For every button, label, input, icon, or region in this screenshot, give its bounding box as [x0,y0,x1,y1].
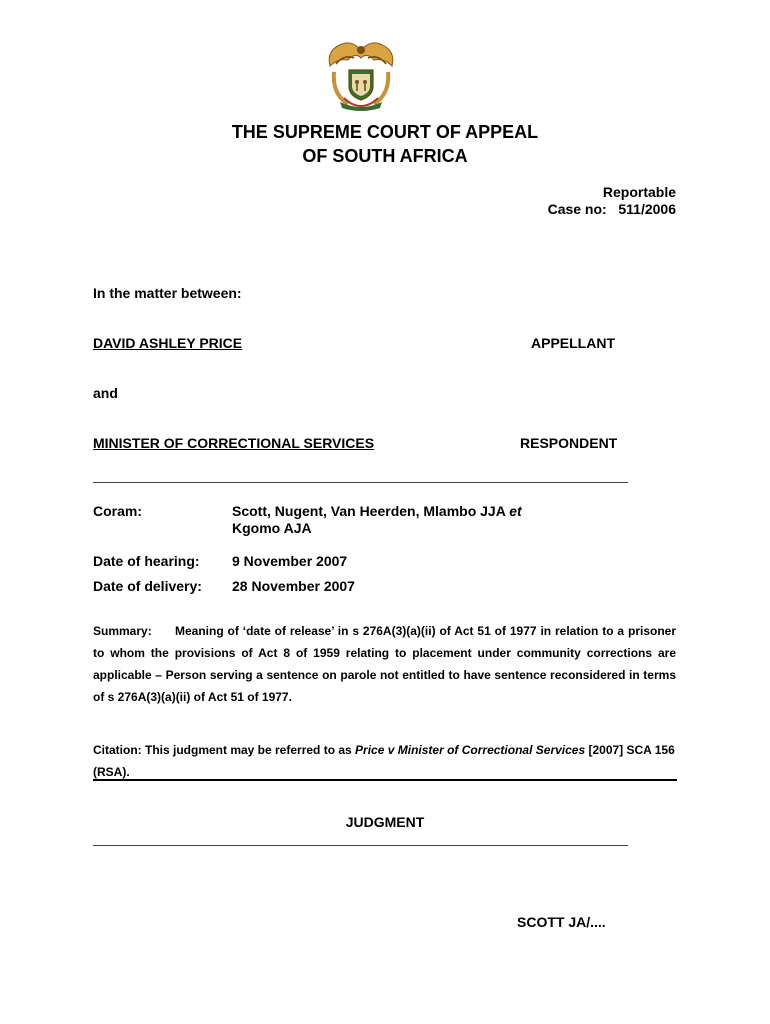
coram-label: Coram: [93,503,143,519]
citation-rule [93,779,677,781]
delivery-date-value: 28 November 2007 [232,578,355,594]
coram-judges: Scott, Nugent, Van Heerden, Mlambo JJA [232,503,510,519]
citation-case-name: Price v Minister of Correctional Services [355,743,586,757]
respondent-role: RESPONDENT [520,435,618,451]
reportable-label: Reportable [602,184,676,200]
citation-prefix: Citation: This judgment may be referred to as [93,743,356,757]
coat-of-arms-emblem [322,36,400,112]
citation-paragraph [93,739,676,783]
hearing-date-value: 9 November 2007 [232,553,348,569]
citation-suffix: [2007] SCA 156 (RSA). [93,743,675,779]
delivery-date-label: Date of delivery: [93,578,202,594]
hearing-date-label: Date of hearing: [93,553,200,569]
matter-intro: In the matter between: [93,285,242,301]
respondent-name: MINISTER OF CORRECTIONAL SERVICES [93,435,375,451]
coram-acting-judge: Kgomo AJA [232,520,312,536]
summary-text: Meaning of ‘date of release’ in s 276A(3)(a)(ii) of Act 51 of 1977 in relation to a prisoner to whom the provisions of Act 8 of 1959 relating to placement under community corrections are applicable – Person serving a sentence on parole not entitled to have sentence reconsidered in terms of s 276A(3)(a)(ii) of Act 51 of 1977. [93,624,677,704]
summary-label: Summary: [93,624,152,638]
case-number [548,201,676,217]
court-title-line1: THE SUPREME COURT OF APPEAL [231,122,539,142]
coram-value [232,503,592,537]
court-title-line2: OF SOUTH AFRICA [302,146,468,166]
judgment-author: SCOTT JA/.... [517,914,606,930]
judgment-separator [93,845,628,846]
case-number-label: Case no: [547,201,607,217]
appellant-role: APPELLANT [531,335,615,351]
coram-et: et [509,503,522,519]
separator-line [93,482,628,483]
summary-paragraph [93,620,676,708]
appellant-name: DAVID ASHLEY PRICE [93,335,243,351]
judgment-heading: JUDGMENT [345,814,425,830]
case-number-value: 511/2006 [618,201,676,217]
and-connector: and [93,385,118,401]
